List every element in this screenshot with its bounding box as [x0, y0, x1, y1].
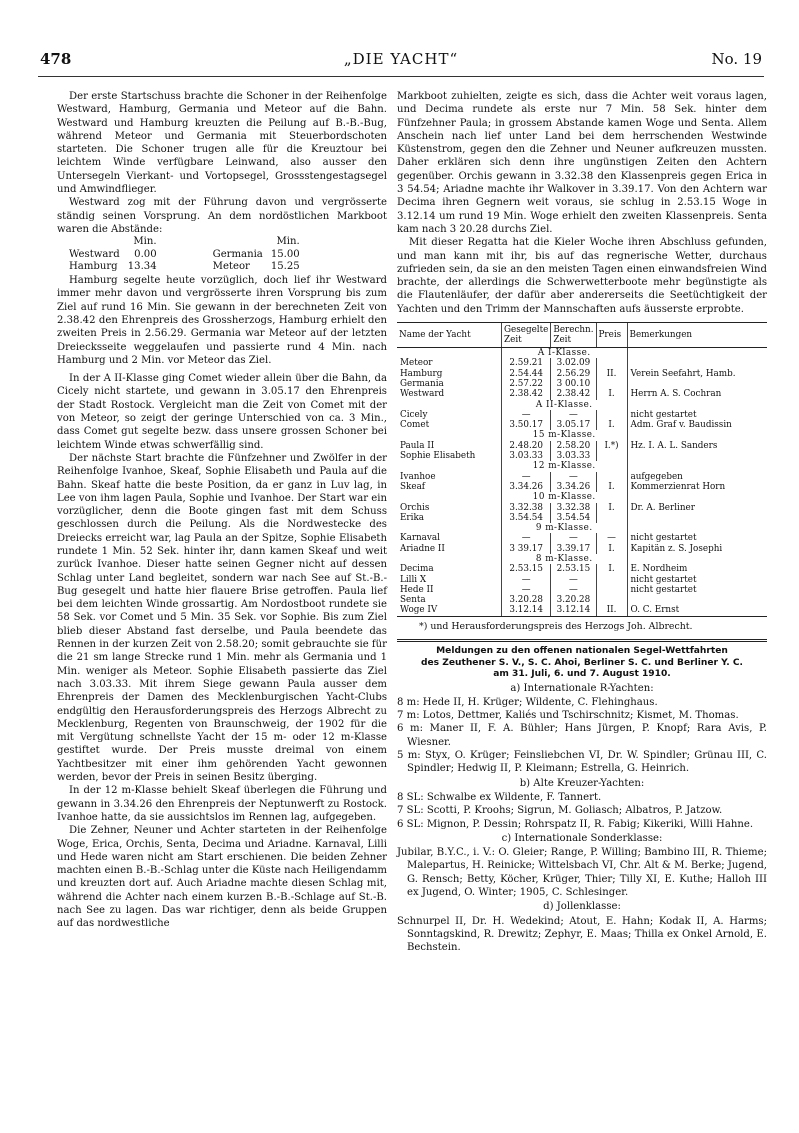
corrected-time: 3.05.17 [551, 420, 596, 430]
yacht-name: Meteor [400, 358, 433, 369]
class-heading-row [397, 430, 767, 440]
table-row [397, 595, 767, 605]
class-heading-row [397, 554, 767, 564]
col-header-remarks: Bemerkungen [627, 323, 767, 348]
remarks [627, 379, 767, 389]
table-row [397, 482, 767, 492]
left-column [57, 90, 387, 931]
yacht-name: Sophie Elisabeth [400, 451, 476, 462]
sailed-time: 3.12.14 [502, 605, 551, 616]
sailed-time: 2.54.44 [502, 369, 551, 379]
sailed-time: 3.50.17 [502, 420, 551, 430]
corrected-time: — [551, 472, 596, 482]
sailed-time: 2.57.22 [502, 379, 551, 389]
remarks: nicht gestartet [627, 533, 767, 543]
distance-value: 15.25 [270, 261, 300, 273]
table-row [397, 369, 767, 379]
distance-value: 13.34 [127, 261, 157, 273]
paragraph: Der nächste Start brachte die Fünfzehner und Zwölfer in der Reihenfolge Ivanhoe, Skeaf, Sophie Elisabeth und Paula auf die Bahn. Skeaf hatte die beste Position, da er ganz in Luv lag, in Lee von ihm lagen Paula, Sophie und Ivanhoe. Der Start war ein vorzüglicher, denn die Boote gingen fast mit dem Schuss geschlossen durch die Peilung. Als die Nordwestecke des Dreiecks erreicht war, lag Paula an der Spitze, Sophie Elisabeth rundete 1 Min. 52 Sek. hinter ihr, dann kamen Skeaf und weit zurück Ivanhoe. Dieser hatte seinen Gegner nicht auf dessen Schlag unter Land begleitet, sondern war nach See auf St.-B.-Bug gesegelt und hatte hier flauere Brise getroffen. Paula lief bei dem leichten Winde grossartig. Am Nordostboot rundete sie 58 Sek. vor Comet und 5 Min. 35 Sek. vor Sophie. Bis zum Ziel blieb dieser Abstand fast derselbe, und Paula beendete das Rennen in der kurzen Zeit von 2.58.20; somit gebrauchte sie für die 21 sm lange Strecke rund 1 Min. mehr als Germania und 1 Min. weniger als Meteor. Sophie Elisabeth passierte das Ziel nach 3.03.33. Mit ihrem Siege gewann Paula ausser dem Ehrenpreis der Damen des Mecklenburgischen Yacht-Clubs endgültig den Herausforderungspreis des Herzogs Albrecht zu Mecklenburg, Regenten von Braunschweig, der 1902 für die mit Vergütung schnellste Yacht der 15 m- oder 12 m-Klasse gestiftet wurde. Der Preis musste dreimal von einem Yachtbesitzer mit einer ihm gehörenden Yacht gewonnen werden, bevor der Preis in seinen Besitz überging. [57, 452, 387, 784]
double-rule [397, 639, 767, 642]
corrected-time: 3.34.26 [551, 482, 596, 492]
corrected-time: 3.02.09 [551, 358, 596, 368]
entry: 7 SL: Scotti, P. Kroohs; Sigrun, M. Goliasch; Albatros, P. Jatzow. [397, 805, 723, 817]
prize: I. [596, 482, 627, 492]
remarks [627, 595, 767, 605]
sailed-time: 2.48.20 [502, 441, 551, 451]
prize: I. [596, 420, 627, 430]
table-row [397, 575, 767, 585]
class-heading: 12 m-Klasse. [502, 461, 628, 471]
yacht-name: Lilli X [400, 574, 427, 585]
remarks: Herrn A. S. Cochran [627, 389, 767, 399]
section-heading: c) Internationale Sonderklasse: [501, 832, 663, 844]
class-heading: 10 m-Klasse. [502, 492, 628, 502]
paragraph: Die Zehner, Neuner und Achter starteten in der Reihenfolge Woge, Erica, Orchis, Senta, Decima und Ariadne. Karnaval, Lilli und Hede waren nicht am Start erschienen. Die beiden Zehner machten einen B.-B.-Schlag unter die Küste nach Heiligendamm und kreuzten dort auf. Auch Ariadne machte diesen Schlag mit, während die Achter nach einem kurzen B.-B.-Schlage auf St.-B. nach See zu lagen. Das war richtiger, denn als beide Gruppen auf das nordwestliche [57, 825, 387, 930]
remarks: Kommerzienrat Horn [627, 482, 767, 492]
yacht-name: Cicely [400, 409, 428, 420]
issue-number: No. 19 [711, 50, 762, 68]
col-header-prize: Preis [596, 323, 627, 348]
sailed-time: — [502, 585, 551, 595]
remarks: O. C. Ernst [627, 605, 767, 616]
corrected-time: — [551, 410, 596, 420]
corrected-time: 2.38.42 [551, 389, 596, 399]
yacht-name: Ariadne II [400, 543, 445, 554]
yacht-name: Comet [400, 420, 430, 431]
yacht-name: Germania [212, 248, 263, 260]
results-table [397, 322, 767, 617]
prize: I. [596, 503, 627, 513]
prize [596, 513, 627, 523]
yacht-name: Hamburg [69, 261, 118, 273]
entry: Jubilar, B.Y.C., i. V.: O. Gleier; Range, P. Willing; Bambino III, R. Thieme; Malepartus, H. Reinicke; Wittelsbach VI, Chr. Alt & M. Berke; Jugend, G. Rensch; Betty, Köcher, Krüger, Thier; Tilly XI, E. Kuthe; Halloh III ex Jugend, O. Winter; 1905, C. Schlesinger. [397, 847, 767, 899]
yacht-name: Meteor [212, 261, 250, 273]
sailed-time: — [502, 472, 551, 482]
entry: 5 m: Styx, O. Krüger; Feinsliebchen VI, Dr. W. Spindler; Grünau III, C. Spindler; Hedwig II, P. Kleimann; Estrella, G. Heinrich. [397, 750, 767, 775]
paragraph: Mit dieser Regatta hat die Kieler Woche ihren Abschluss gefunden, und man kann mit ihr, bis auf das regnerische Wetter, durchaus zufrieden sein, da sie an den meisten Tagen einen einwandsfreien Wind brachte, der allerdings die Schwerwetterboote mehr begünstigte als die Flautenläufer, der dafür aber andererseits die Seetüchtigkeit der Yachten und den Trimm der Mannschaften aufs äusserste erprobte. [397, 237, 767, 315]
entry: 8 m: Hede II, H. Krüger; Wildente, C. Flehinghaus. [397, 696, 658, 708]
corrected-time: — [551, 533, 596, 543]
sailed-time: 3.20.28 [502, 595, 551, 605]
class-heading-row [397, 461, 767, 471]
class-heading-row [397, 492, 767, 502]
yacht-name: Westward [69, 248, 120, 260]
corrected-time: 2.53.15 [551, 564, 596, 574]
remarks: nicht gestartet [627, 585, 767, 595]
remarks: aufgegeben [627, 472, 767, 482]
table-row [397, 451, 767, 461]
corrected-time: 2.56.29 [551, 369, 596, 379]
sailed-time: 2.38.42 [502, 389, 551, 399]
table-row [397, 410, 767, 420]
class-heading-row [397, 400, 767, 410]
yacht-name: Decima [400, 564, 434, 575]
prize [596, 472, 627, 482]
yacht-name: Hede II [400, 584, 434, 595]
journal-title: „DIE YACHT“ [343, 50, 459, 68]
min-label: Min. [276, 236, 300, 248]
remarks [627, 358, 767, 368]
sailed-time: 2.59.21 [502, 358, 551, 368]
remarks: E. Nordheim [627, 564, 767, 574]
right-column [397, 90, 767, 955]
page-header [40, 50, 762, 72]
yacht-name: Hamburg [400, 368, 443, 379]
corrected-time: 3.03.33 [551, 451, 596, 461]
remarks: nicht gestartet [627, 410, 767, 420]
distance-value: 15.00 [270, 248, 300, 260]
col-header-corrected: Berechn. Zeit [551, 323, 596, 348]
prize: I. [596, 544, 627, 554]
class-heading: 15 m-Klasse. [502, 430, 628, 440]
prize [596, 358, 627, 368]
paragraph: In der A II-Klasse ging Comet wieder allein über die Bahn, da Cicely nicht startete, und gewann in 3.05.17 den Ehrenpreis der Stadt Rostock. Vergleicht man die Zeit von Comet mit der von Meteor, so zeigt der geringe Unterschied von ca. 3 Min., dass Comet gut segelte bezw. dass unsere grossen Schoner bei leichtem Winde etwas schwerfällig sind. [57, 373, 387, 451]
sailed-time: 3.34.26 [502, 482, 551, 492]
remarks: Hz. I. A. L. Sanders [627, 441, 767, 451]
paragraph: Westward zog mit der Führung davon und vergrösserte ständig seinen Vorsprung. An dem nordöstlichen Markboot waren die Abstände: [57, 197, 387, 235]
page-number: 478 [40, 50, 72, 68]
sailed-time: — [502, 410, 551, 420]
table-row [397, 585, 767, 595]
prize [596, 585, 627, 595]
class-heading-row [397, 348, 767, 359]
announcement-title: am 31. Juli, 6. und 7. August 1910. [493, 669, 671, 680]
yacht-name: Erika [400, 512, 425, 523]
col-header-name: Name der Yacht [397, 323, 502, 348]
sailed-time: — [502, 575, 551, 585]
table-row [397, 441, 767, 451]
entry: 7 m: Lotos, Dettmer, Kaliés und Tschirschnitz; Kismet, M. Thomas. [397, 710, 739, 722]
entry: Schnurpel II, Dr. H. Wedekind; Atout, E. Hahn; Kodak II, A. Harms; Sonntagskind, R. Drewitz; Zephyr, E. Maas; Thilla ex Onkel Arnold, E. Bechstein. [397, 915, 767, 954]
sailed-time: 3.32.38 [502, 503, 551, 513]
yacht-name: Westward [400, 389, 445, 400]
yacht-name: Paula II [400, 440, 435, 451]
section-heading: d) Jollenklasse: [543, 901, 621, 913]
section-heading: b) Alte Kreuzer-Yachten: [519, 777, 645, 789]
corrected-time: 3.12.14 [551, 605, 596, 616]
prize [596, 575, 627, 585]
prize: I. [596, 389, 627, 399]
table-row [397, 564, 767, 574]
distance-value: 0.00 [134, 248, 157, 260]
corrected-time: 3.32.38 [551, 503, 596, 513]
distance-table [65, 236, 304, 274]
entry: 8 SL: Schwalbe ex Wildente, F. Tannert. [397, 791, 602, 803]
table-row [397, 513, 767, 523]
corrected-time: 3.39.17 [551, 544, 596, 554]
yacht-name: Ivanhoe [400, 471, 436, 482]
announcement-title: des Zeuthener S. V., S. C. Ahoi, Berliner S. C. und Berliner Y. C. [421, 657, 743, 668]
prize: I.*) [596, 441, 627, 451]
prize [596, 379, 627, 389]
table-row [397, 379, 767, 389]
min-label: Min. [133, 236, 157, 248]
yacht-name: Karnaval [400, 533, 440, 544]
sailed-time: 3 39.17 [502, 544, 551, 554]
remarks: Dr. A. Berliner [627, 503, 767, 513]
prize [596, 595, 627, 605]
class-heading: A I-Klasse. [502, 348, 628, 359]
table-footnote: *) und Herausforderungspreis des Herzogs Joh. Albrecht. [419, 620, 693, 632]
class-heading-row [397, 523, 767, 533]
remarks: Verein Seefahrt, Hamb. [627, 369, 767, 379]
remarks: nicht gestartet [627, 575, 767, 585]
corrected-time: — [551, 585, 596, 595]
header-rule [38, 76, 764, 77]
class-heading: A II-Klasse. [502, 400, 628, 410]
corrected-time: 3.20.28 [551, 595, 596, 605]
prize [596, 410, 627, 420]
remarks: Adm. Graf v. Baudissin [627, 420, 767, 430]
remarks [627, 451, 767, 461]
table-row [397, 358, 767, 368]
paragraph: Hamburg segelte heute vorzüglich, doch lief ihr Westward immer mehr davon und vergrösserte ihren Vorsprung bis zum Ziel auf rund 16 Min. Sie gewann in der berechneten Zeit von 2.38.42 den Ehrenpreis des Grossherzogs, Hamburg erhielt den zweiten Preis in 2.56.29. Germania war Meteor auf der letzten Dreiecksseite weggelaufen und passierte rund 4 Min. nach Hamburg und 2 Min. vor Meteor das Ziel. [57, 275, 387, 366]
yacht-name: Woge IV [397, 605, 502, 616]
corrected-time: 2.58.20 [551, 441, 596, 451]
table-row [397, 544, 767, 554]
remarks [627, 513, 767, 523]
table-row [397, 389, 767, 399]
entry: 6 m: Maner II, F. A. Bühler; Hans Jürgen, P. Knopf; Rara Avis, P. Wiesner. [397, 723, 767, 748]
paragraph: Der erste Startschuss brachte die Schoner in der Reihenfolge Westward, Hamburg, Germania und Meteor auf die Bahn. Westward und Hamburg kreuzten die Peilung auf B.-B.-Bug, während Meteor und Germania mit Steuerbordschoten starteten. Die Schoner trugen alle für die Kreuztour bei leichtem Winde verfügbare Leinwand, also ausser den Untersegeln Vierkant- und Vortopsegel, Grossstengestagsegel und Amwindflieger. [57, 91, 387, 196]
sailed-time: 3.54.54 [502, 513, 551, 523]
class-heading: 8 m-Klasse. [502, 554, 628, 564]
table-row [397, 533, 767, 543]
yacht-name: Skeaf [400, 481, 426, 492]
announcement-title: Meldungen zu den offenen nationalen Segel-Wettfahrten [436, 646, 728, 657]
yacht-name: Orchis [400, 502, 430, 513]
announcement-list [397, 682, 767, 955]
paragraph: In der 12 m-Klasse behielt Skeaf überlegen die Führung und gewann in 3.34.26 den Ehrenpreis der Neptunwerft zu Rostock. Ivanhoe hatte, da sie aussichtslos im Rennen lag, aufgegeben. [57, 785, 387, 823]
prize: II. [596, 369, 627, 379]
sailed-time: 2.53.15 [502, 564, 551, 574]
sailed-time: 3.03.33 [502, 451, 551, 461]
table-row [397, 605, 767, 616]
sailed-time: — [502, 533, 551, 543]
prize: — [596, 533, 627, 543]
remarks: Kapitän z. S. Josephi [627, 544, 767, 554]
table-row [397, 420, 767, 430]
entry: 6 SL: Mignon, P. Dessin; Rohrspatz II, R. Fabig; Kikeriki, Willi Hahne. [397, 818, 754, 830]
table-row [397, 503, 767, 513]
corrected-time: 3 00.10 [551, 379, 596, 389]
corrected-time: 3.54.54 [551, 513, 596, 523]
paragraph: Markboot zuhielten, zeigte es sich, dass die Achter weit voraus lagen, und Decima rundete als erste nur 7 Min. 58 Sek. hinter dem Fünfzehner Paula; in grossem Abstande kamen Woge und Senta. Allem Anschein nach lief unter Land bei dem herrschenden Westwinde Küstenstrom, gegen den die Zehner und Neuner aufkreuzen mussten. Daher erklären sich denn ihre ungünstigen Zeiten den Achtern gegenüber. Orchis gewann in 3.32.38 den Klassenpreis gegen Erica in 3 54.54; Ariadne machte ihr Walkover in 3.39.17. Von den Achtern war Decima ihren Gegnern weit voraus, sie schlug in 2.53.15 Woge in 3.12.14 um rund 19 Min. Woge erhielt den zweiten Klassenpreis. Senta kam nach 3 20.28 durchs Ziel. [397, 91, 767, 235]
yacht-name: Senta [400, 595, 426, 606]
class-heading: 9 m-Klasse. [502, 523, 628, 533]
yacht-name: Germania [400, 378, 444, 389]
prize [596, 451, 627, 461]
corrected-time: — [551, 575, 596, 585]
prize: I. [596, 564, 627, 574]
col-header-sailed: Gesegelte Zeit [502, 323, 551, 348]
table-row [397, 472, 767, 482]
section-heading: a) Internationale R-Yachten: [510, 682, 654, 694]
prize: II. [596, 605, 627, 616]
